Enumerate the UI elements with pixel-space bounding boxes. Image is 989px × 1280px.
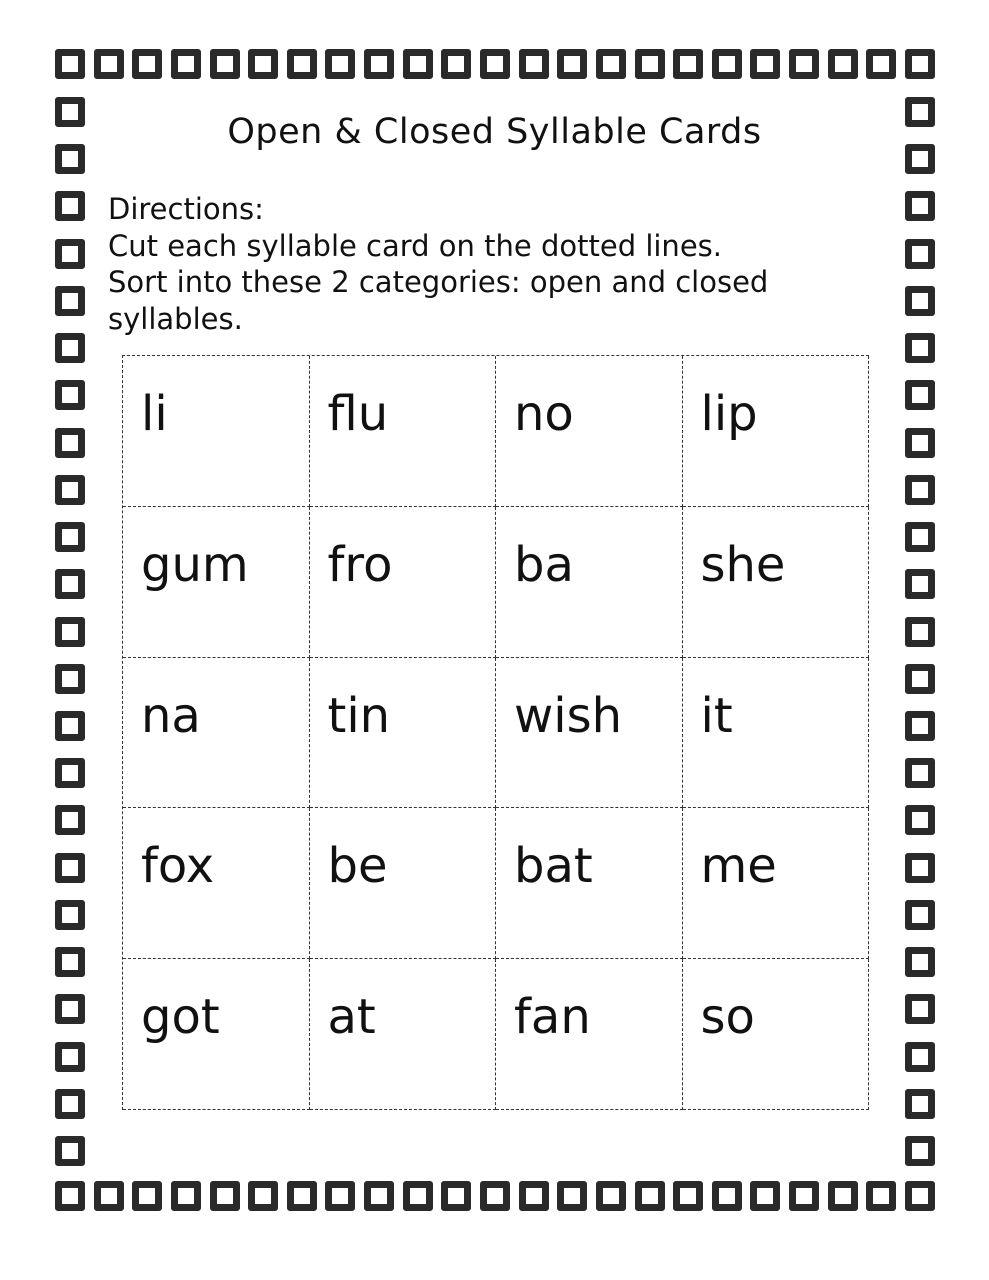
syllable-word: bat bbox=[514, 838, 593, 895]
border-square bbox=[905, 569, 935, 599]
syllable-word: wish bbox=[514, 687, 623, 744]
border-square bbox=[55, 758, 85, 788]
syllable-card bbox=[683, 808, 870, 959]
syllable-word: no bbox=[514, 386, 574, 442]
syllable-word: fro bbox=[327, 536, 393, 593]
border-square bbox=[55, 380, 85, 410]
page-title: Open & Closed Syllable Cards bbox=[227, 112, 762, 152]
border-square bbox=[403, 1181, 433, 1211]
border-square bbox=[905, 333, 935, 363]
syllable-card bbox=[310, 507, 497, 658]
border-square bbox=[55, 1042, 85, 1072]
border-square bbox=[712, 49, 742, 79]
border-square bbox=[441, 49, 471, 79]
syllable-card bbox=[123, 658, 310, 809]
border-square bbox=[905, 286, 935, 316]
syllable-card bbox=[310, 808, 497, 959]
syllable-card bbox=[496, 959, 683, 1110]
syllable-word: fox bbox=[141, 838, 215, 895]
border-square bbox=[828, 49, 858, 79]
syllable-card bbox=[496, 808, 683, 959]
border-square bbox=[248, 49, 278, 79]
border-square bbox=[55, 428, 85, 458]
syllable-word: at bbox=[327, 989, 376, 1046]
border-square bbox=[55, 239, 85, 269]
directions-line-3: syllables. bbox=[108, 301, 243, 336]
border-square bbox=[403, 49, 433, 79]
border-square bbox=[712, 1181, 742, 1211]
border-square bbox=[55, 1181, 85, 1211]
border-square bbox=[905, 239, 935, 269]
border-square bbox=[132, 1181, 162, 1211]
border-square bbox=[132, 49, 162, 79]
border-square bbox=[171, 1181, 201, 1211]
border-square bbox=[519, 49, 549, 79]
syllable-card-grid bbox=[122, 355, 869, 1110]
syllable-card bbox=[496, 507, 683, 658]
border-square bbox=[866, 49, 896, 79]
border-square bbox=[905, 522, 935, 552]
border-square bbox=[287, 49, 317, 79]
border-square bbox=[905, 900, 935, 930]
border-square bbox=[55, 475, 85, 505]
syllable-card bbox=[310, 356, 497, 507]
border-square bbox=[905, 1181, 935, 1211]
directions-line-1: Cut each syllable card on the dotted lines. bbox=[108, 228, 722, 263]
syllable-word: she bbox=[700, 536, 786, 593]
syllable-word: lip bbox=[700, 386, 758, 442]
border-square bbox=[94, 1181, 124, 1211]
border-square bbox=[55, 191, 85, 221]
border-square bbox=[635, 49, 665, 79]
border-square bbox=[905, 191, 935, 221]
syllable-card bbox=[496, 356, 683, 507]
border-square bbox=[905, 805, 935, 835]
syllable-word: na bbox=[141, 687, 201, 744]
border-square bbox=[94, 49, 124, 79]
border-square bbox=[55, 853, 85, 883]
border-square bbox=[557, 49, 587, 79]
border-square bbox=[905, 380, 935, 410]
border-square bbox=[750, 1181, 780, 1211]
syllable-word: flu bbox=[327, 386, 389, 442]
border-square bbox=[905, 664, 935, 694]
syllable-card bbox=[310, 658, 497, 809]
border-square bbox=[325, 1181, 355, 1211]
border-square bbox=[596, 49, 626, 79]
border-square bbox=[635, 1181, 665, 1211]
border-square bbox=[55, 664, 85, 694]
border-square bbox=[55, 947, 85, 977]
directions-heading: Directions: bbox=[108, 192, 264, 226]
syllable-card bbox=[123, 356, 310, 507]
border-square bbox=[905, 711, 935, 741]
border-square bbox=[905, 758, 935, 788]
border-square bbox=[905, 49, 935, 79]
border-square bbox=[248, 1181, 278, 1211]
border-square bbox=[866, 1181, 896, 1211]
border-square bbox=[905, 947, 935, 977]
border-square bbox=[364, 1181, 394, 1211]
border-square bbox=[905, 853, 935, 883]
border-square bbox=[905, 1089, 935, 1119]
syllable-word: ba bbox=[514, 536, 574, 593]
syllable-word: so bbox=[700, 989, 755, 1046]
border-square bbox=[55, 333, 85, 363]
border-square bbox=[905, 617, 935, 647]
border-square bbox=[55, 900, 85, 930]
syllable-word: gum bbox=[141, 536, 249, 593]
border-square bbox=[55, 617, 85, 647]
directions-block bbox=[108, 191, 868, 337]
border-square bbox=[171, 49, 201, 79]
syllable-word: got bbox=[141, 989, 220, 1046]
syllable-card bbox=[496, 658, 683, 809]
syllable-card bbox=[310, 959, 497, 1110]
border-square bbox=[480, 49, 510, 79]
syllable-word: tin bbox=[327, 687, 391, 744]
border-square bbox=[441, 1181, 471, 1211]
border-square bbox=[557, 1181, 587, 1211]
syllable-card bbox=[123, 959, 310, 1110]
border-square bbox=[519, 1181, 549, 1211]
border-square bbox=[325, 49, 355, 79]
border-square bbox=[55, 711, 85, 741]
border-square bbox=[789, 1181, 819, 1211]
syllable-card bbox=[123, 808, 310, 959]
border-square bbox=[750, 49, 780, 79]
syllable-card bbox=[683, 959, 870, 1110]
syllable-word: me bbox=[700, 838, 777, 895]
border-square bbox=[905, 1042, 935, 1072]
border-square bbox=[596, 1181, 626, 1211]
border-square bbox=[55, 522, 85, 552]
syllable-card bbox=[683, 356, 870, 507]
border-square bbox=[55, 569, 85, 599]
border-square bbox=[905, 994, 935, 1024]
border-square bbox=[55, 49, 85, 79]
border-square bbox=[905, 475, 935, 505]
border-square bbox=[480, 1181, 510, 1211]
border-square bbox=[673, 1181, 703, 1211]
syllable-word: it bbox=[700, 687, 733, 744]
border-square bbox=[55, 286, 85, 316]
border-square bbox=[55, 1136, 85, 1166]
border-square bbox=[673, 49, 703, 79]
syllable-word: be bbox=[327, 838, 388, 895]
border-square bbox=[210, 49, 240, 79]
directions-line-2: Sort into these 2 categories: open and closed bbox=[108, 265, 769, 299]
syllable-card bbox=[123, 507, 310, 658]
border-square bbox=[55, 1089, 85, 1119]
syllable-card bbox=[683, 658, 870, 809]
border-square bbox=[287, 1181, 317, 1211]
border-square bbox=[55, 994, 85, 1024]
border-square bbox=[789, 49, 819, 79]
border-square bbox=[55, 805, 85, 835]
syllable-card bbox=[683, 507, 870, 658]
border-square bbox=[210, 1181, 240, 1211]
border-square bbox=[828, 1181, 858, 1211]
border-square bbox=[905, 1136, 935, 1166]
border-square bbox=[364, 49, 394, 79]
border-square bbox=[905, 428, 935, 458]
syllable-word: fan bbox=[514, 989, 591, 1046]
syllable-word: li bbox=[141, 386, 168, 442]
